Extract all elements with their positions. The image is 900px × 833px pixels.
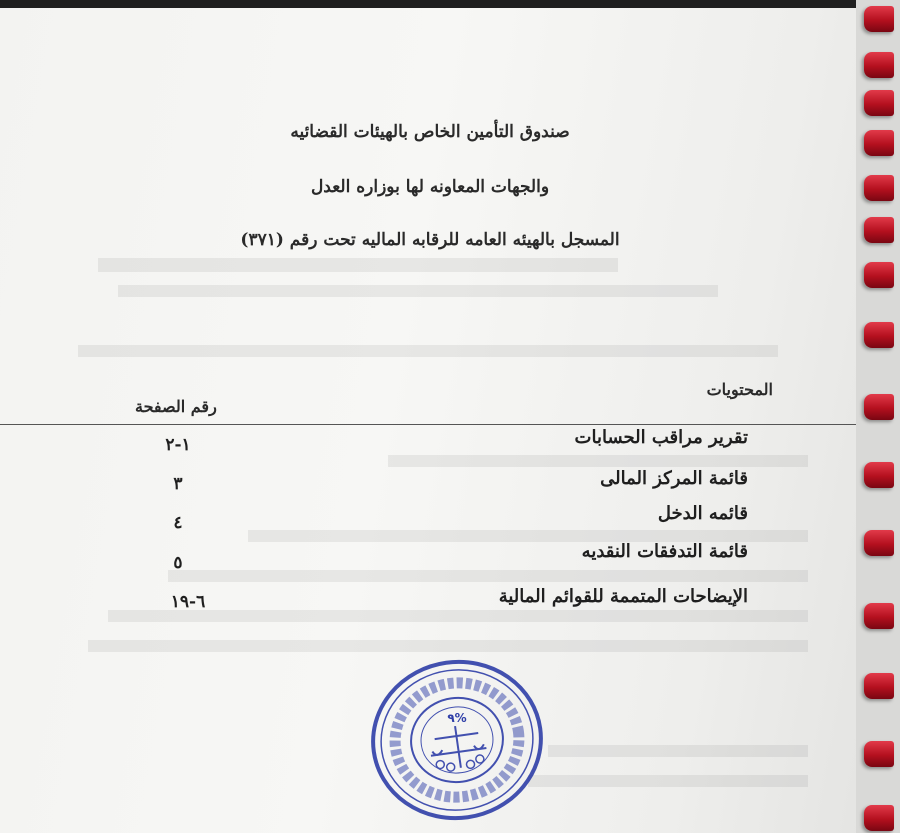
toc-item-title: قائمة التدفقات النقديه: [581, 541, 748, 562]
bleed-through-text: [528, 775, 808, 787]
bleed-through-text: [118, 285, 718, 297]
binding-ring: [864, 322, 894, 348]
binding-ring: [864, 262, 894, 288]
binding-ring: [864, 673, 894, 699]
toc-item-title: تقرير مراقب الحسابات: [574, 427, 748, 448]
binding-ring: [864, 130, 894, 156]
toc-item-page: ١-٢: [165, 435, 191, 455]
bleed-through-text: [88, 640, 808, 652]
binding-ring: [864, 175, 894, 201]
toc-item-page: ٦-١٩: [170, 592, 206, 612]
binding-ring: [864, 90, 894, 116]
binding-ring: [864, 603, 894, 629]
official-stamp: [367, 656, 547, 824]
binding-ring: [864, 52, 894, 78]
stamp-center-text: ٩%: [447, 711, 467, 725]
toc-item-page: ٥: [173, 553, 183, 573]
toc-item-page: ٤: [173, 513, 183, 533]
binding-ring: [864, 394, 894, 420]
header-divider: [0, 424, 868, 425]
binding-ring: [864, 6, 894, 32]
binding-ring: [864, 217, 894, 243]
toc-item-title: الإيضاحات المتممة للقوائم المالية: [498, 586, 748, 607]
toc-item-page: ٣: [173, 474, 183, 494]
bleed-through-text: [548, 745, 808, 757]
binding-ring: [864, 805, 894, 831]
header-line-1: صندوق التأمين الخاص بالهيئات القضائيه: [290, 122, 570, 142]
top-edge-shadow: [0, 0, 900, 8]
binding-ring: [864, 462, 894, 488]
binding-ring: [864, 741, 894, 767]
bleed-through-text: [78, 345, 778, 357]
toc-item-title: قائمه الدخل: [657, 503, 748, 524]
page-number-label: رقم الصفحة: [135, 397, 217, 416]
bleed-through-text: [98, 258, 618, 272]
binding-ring: [864, 530, 894, 556]
header-line-2: والجهات المعاونه لها بوزاره العدل: [310, 177, 550, 197]
toc-item-title: قائمة المركز المالى: [600, 468, 748, 489]
bleed-through-text: [168, 570, 808, 582]
contents-label: المحتويات: [706, 380, 773, 399]
bleed-through-text: [388, 455, 808, 467]
header-line-3: المسجل بالهيئه العامه للرقابه الماليه تحت رقم (٣٧١): [240, 230, 620, 250]
spiral-binding: [856, 0, 900, 833]
